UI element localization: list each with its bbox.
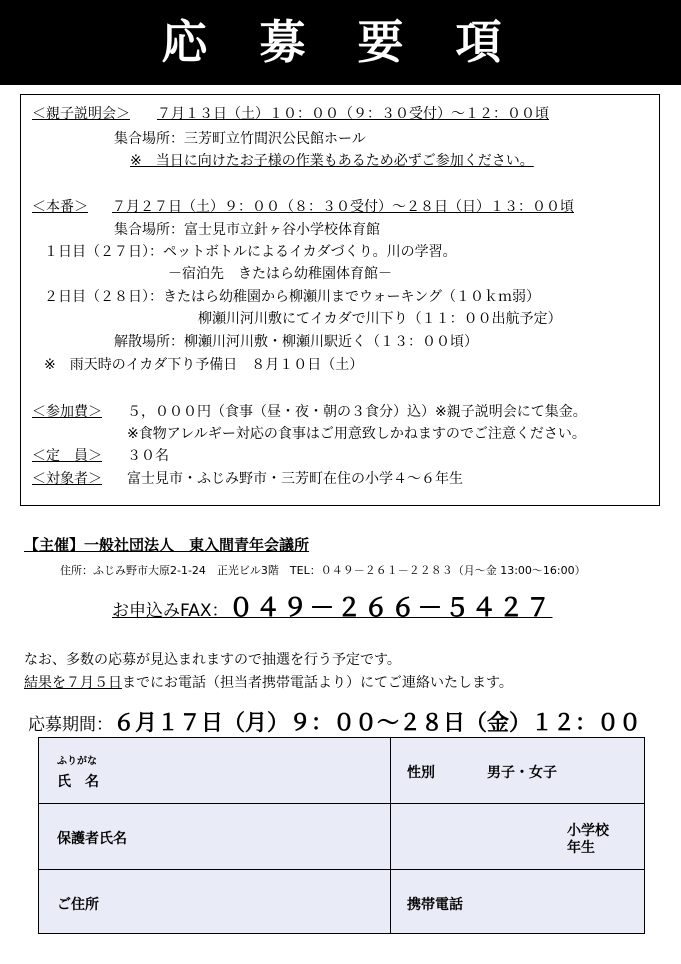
lottery-notice: なお、多数の応募が見込まれますので抽選を行う予定です。 (24, 652, 401, 668)
guardian-name-field[interactable] (39, 804, 391, 870)
name-field[interactable] (39, 738, 391, 804)
result-contact-text: までにお電話（担当者携帯電話より）にてご連絡いたします。 (122, 675, 513, 691)
dismissal-text: 解散場所：柳瀬川河川敷・柳瀬川駅近く（１３：００頃） (114, 334, 478, 350)
period-value: ６月１７日（月）９：００～２８日（金）１２：００ (113, 711, 642, 736)
address-field[interactable] (39, 870, 391, 934)
address-label: ご住所 (57, 897, 99, 913)
main-event-datetime: ７月２７日（土）９：００（８：３０受付）～２８日（日）１３：００頃 (112, 199, 574, 215)
name-label: 氏 名 (57, 774, 99, 790)
gender-label: 性別 (407, 765, 435, 781)
application-form (38, 737, 645, 934)
main-event-label: ＜本番＞ (32, 199, 88, 215)
fee-note: ※食物アレルギー対応の食事はご用意致しかねますのでご注意ください。 (127, 426, 586, 442)
capacity-value: ３０名 (127, 448, 169, 464)
orientation-place: 集合場所：三芳町立竹間沢公民館ホール (114, 131, 366, 147)
grade-label: 年生 (567, 840, 595, 856)
organizer-address: 住所：ふじみ野市大原2-1-24 正光ビル3階 TEL：０４９－２６１－２２８３（月～金 13:00～16:00） (60, 564, 586, 577)
mobile-field[interactable] (391, 870, 645, 934)
page-title: 応 募 要 項 (161, 15, 520, 69)
result-notice (24, 672, 513, 692)
guardian-label: 保護者氏名 (57, 831, 127, 847)
fax-label: お申込みFAX： (112, 601, 229, 621)
orientation-note: ※ 当日に向けたお子様の作業もあるため必ずご参加ください。 (130, 153, 534, 169)
period-label: 応募期間： (28, 715, 113, 735)
fax-line (112, 592, 553, 627)
school-grade-field[interactable] (391, 804, 645, 870)
day1-text: １日目（２７日）：ペットボトルによるイカダづくり。川の学習。 (44, 244, 457, 260)
school-label: 小学校 (567, 823, 609, 839)
rain-note: ※ 雨天時のイカダ下り予備日 ８月１０日（土） (44, 357, 364, 373)
capacity-label: ＜定 員＞ (32, 448, 102, 464)
fee-value: ５，０００円（食事（昼・夜・朝の３食分）込）※親子説明会にて集金。 (127, 404, 587, 420)
result-date: 結果を７月５日 (24, 675, 122, 691)
main-event-place: 集合場所：富士見市立針ヶ谷小学校体育館 (114, 222, 380, 238)
day2-raft-text: 柳瀬川河川敷にてイカダで川下り（１１：００出航予定） (198, 311, 562, 327)
fee-label: ＜参加費＞ (32, 404, 102, 420)
fax-number: ０４９－２６６－５４２７ (228, 593, 553, 622)
target-value: 富士見市・ふじみ野市・三芳町在住の小学４～６年生 (127, 471, 463, 487)
gender-options: 男子・女子 (487, 765, 557, 781)
mobile-label: 携帯電話 (407, 897, 463, 913)
organizer-name: 【主催】一般社団法人 東入間青年会議所 (24, 536, 310, 554)
lodging-text: －宿泊先 きたはら幼稚園体育館－ (168, 266, 392, 282)
day2-text: ２日目（２８日）：きたはら幼稚園から柳瀬川までウォーキング（１０ｋｍ弱） (44, 289, 541, 305)
orientation-datetime: ７月１３日（土）１０：００（９：３０受付）～１２：００頃 (157, 106, 549, 122)
gender-field[interactable] (391, 738, 645, 804)
furigana-label: ふりがな (57, 756, 97, 767)
orientation-label: ＜親子説明会＞ (32, 106, 130, 122)
target-label: ＜対象者＞ (32, 471, 102, 487)
